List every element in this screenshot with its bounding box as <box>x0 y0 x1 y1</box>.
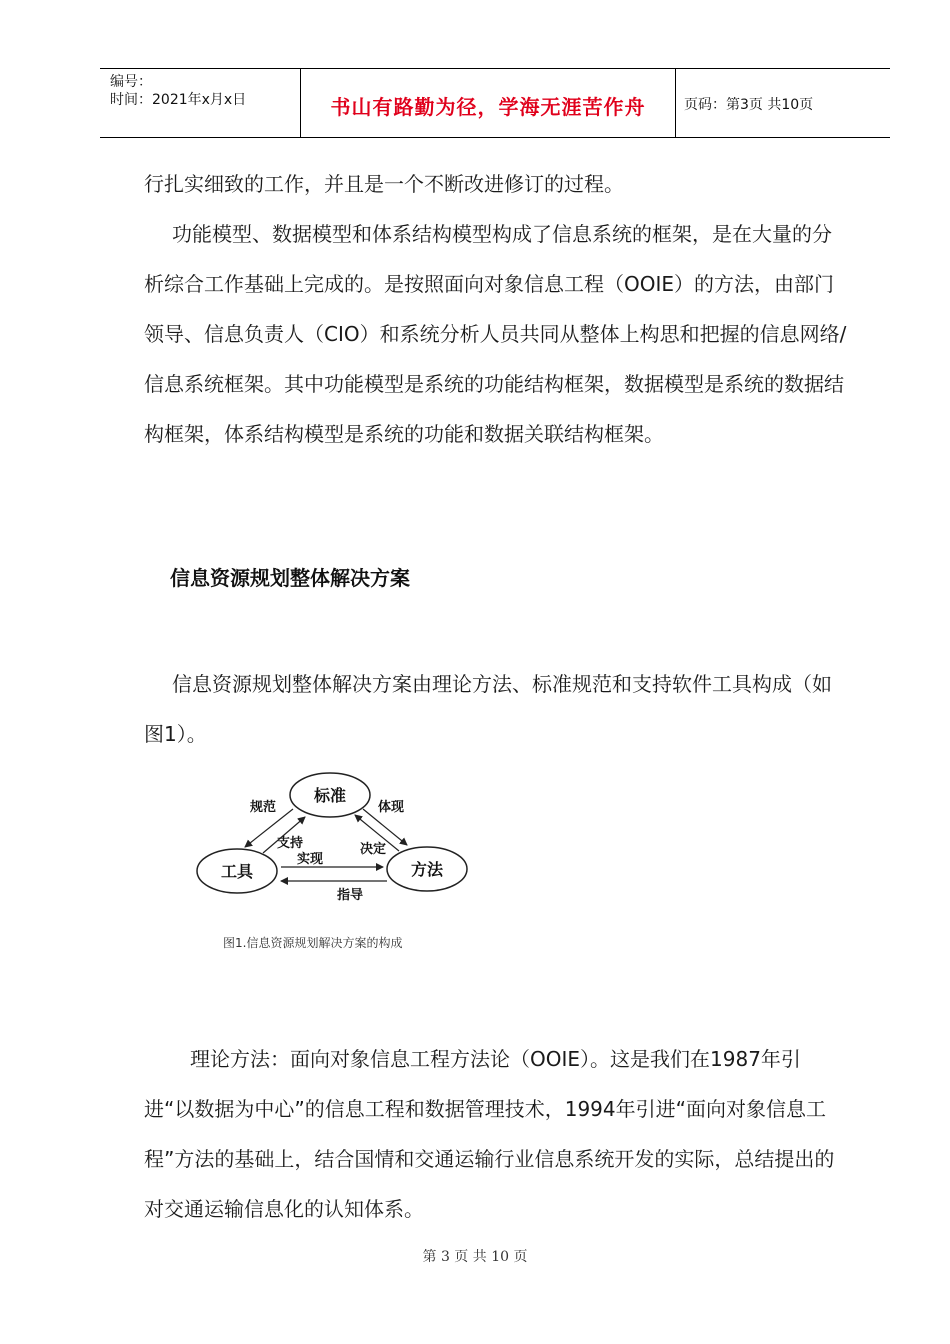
header-motto-cell <box>301 69 676 137</box>
paragraph-theory-method: 理论方法：面向对象信息工程方法论（OOIE）。这是我们在1987年引进“以数据为中心”的信息工程和数据管理技术，1994年引进“面向对象信息工程”方法的基础上，结合国情和交通运输行业信息系统开发的实际，总结提出的对交通运输信息化的认知体系。 <box>144 1047 835 1221</box>
edge-label-shixian: 实现 <box>297 852 324 867</box>
edge-label-zhichi: 支持 <box>277 836 304 851</box>
paragraph-framework: 功能模型、数据模型和体系结构模型构成了信息系统的框架，是在大量的分析综合工作基础上完成的。是按照面向对象信息工程（OOIE）的方法，由部门领导、信息负责人（CIO）和系统分析人员共同从整体上构思和把握的信息网络/信息系统框架。其中功能模型是系统的功能结构框架，数据模型是系统的数据结构框架，体系结构模型是系统的功能和数据关联结构框架。 <box>144 222 847 446</box>
edge-label-tixian: 体现 <box>378 800 405 815</box>
solution-diagram <box>195 765 495 960</box>
figure-caption: 图1.信息资源规划解决方案的构成 <box>223 936 403 950</box>
node-standard-label: 标准 <box>313 786 347 805</box>
node-tool-label: 工具 <box>220 862 254 881</box>
section-heading: 信息资源规划整体解决方案 <box>170 566 410 590</box>
node-method-label: 方法 <box>410 860 444 879</box>
page-footer: 第 3 页 共 10 页 <box>422 1249 528 1265</box>
header-page-info: 页码：第3页 共10页 <box>684 97 814 113</box>
document-number: 编号： <box>110 74 152 90</box>
edge-label-guifan: 规范 <box>250 800 277 815</box>
page-header <box>100 68 890 138</box>
header-motto: 书山有路勤为径，学海无涯苦作舟 <box>330 95 646 119</box>
header-meta-cell <box>100 69 301 137</box>
document-time: 时间：2021年x月x日 <box>110 92 247 108</box>
paragraph-solution-intro: 信息资源规划整体解决方案由理论方法、标准规范和支持软件工具构成（如图1）。 <box>144 672 832 746</box>
paragraph-continuation: 行扎实细致的工作，并且是一个不断改进修订的过程。 <box>144 172 624 196</box>
header-page-cell <box>676 69 890 137</box>
edge-label-zhidao: 指导 <box>337 888 364 903</box>
edge-label-jueding: 决定 <box>360 842 387 857</box>
